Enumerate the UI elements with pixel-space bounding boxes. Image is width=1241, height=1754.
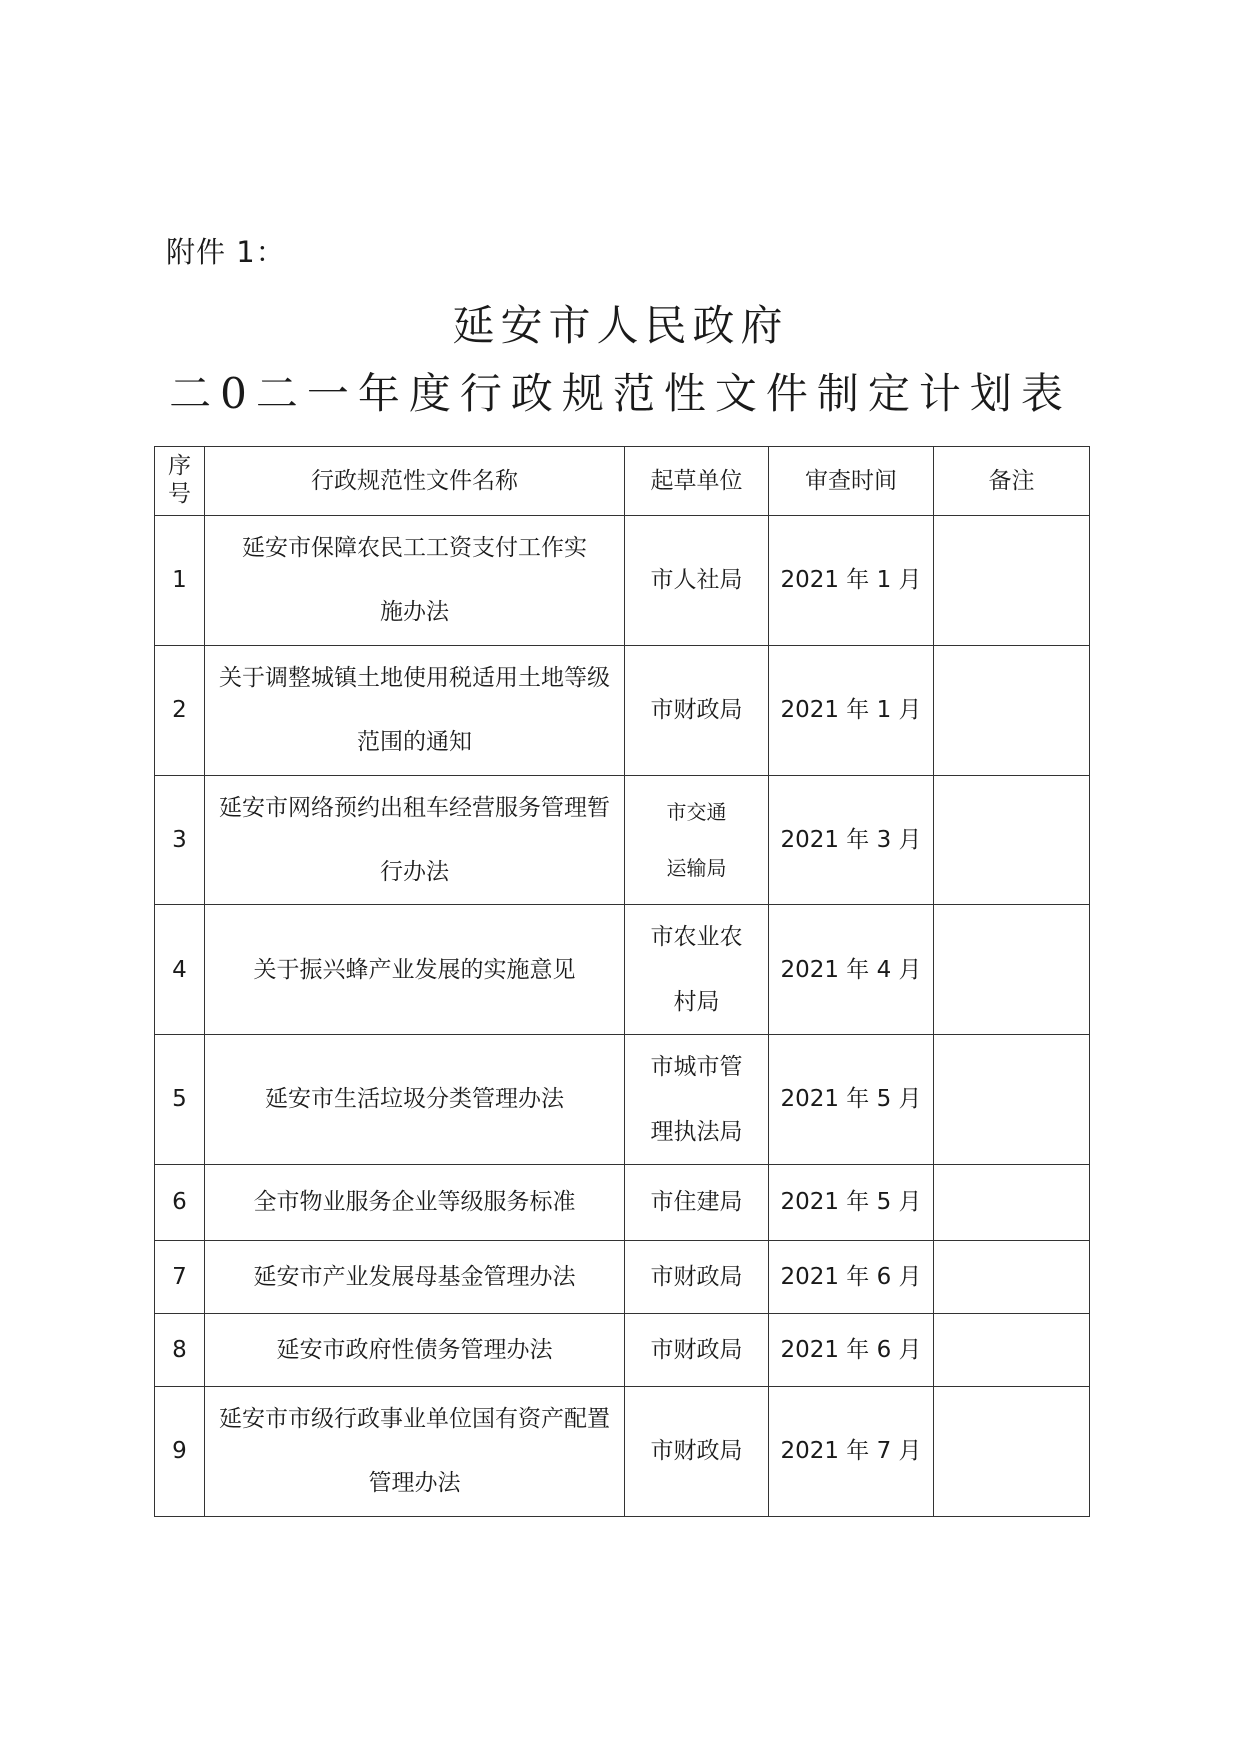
cell-unit: 市财政局 (625, 1386, 769, 1516)
cell-seq: 6 (155, 1164, 205, 1240)
cell-name: 全市物业服务企业等级服务标准 (205, 1164, 625, 1240)
table-row (155, 1164, 1090, 1240)
cell-time: 2021 年 4 月 (769, 905, 934, 1035)
table-row (155, 775, 1090, 905)
cell-remark (934, 1240, 1090, 1313)
cell-time: 2021 年 5 月 (769, 1164, 934, 1240)
cell-unit: 市交通运输局 (625, 775, 769, 905)
header-name: 行政规范性文件名称 (205, 447, 625, 516)
cell-time: 2021 年 1 月 (769, 645, 934, 775)
cell-time: 2021 年 6 月 (769, 1240, 934, 1313)
cell-seq: 4 (155, 905, 205, 1035)
table-row (155, 1240, 1090, 1313)
cell-remark (934, 775, 1090, 905)
cell-unit: 市城市管理执法局 (625, 1035, 769, 1165)
cell-remark (934, 645, 1090, 775)
header-unit: 起草单位 (625, 447, 769, 516)
cell-name: 延安市产业发展母基金管理办法 (205, 1240, 625, 1313)
cell-time: 2021 年 7 月 (769, 1386, 934, 1516)
document-title-line-1: 延安市人民政府 (452, 301, 789, 350)
cell-name: 关于振兴蜂产业发展的实施意见 (205, 905, 625, 1035)
cell-time: 2021 年 3 月 (769, 775, 934, 905)
cell-remark (934, 1035, 1090, 1165)
cell-unit: 市人社局 (625, 516, 769, 646)
cell-seq: 8 (155, 1313, 205, 1386)
cell-name: 延安市政府性债务管理办法 (205, 1313, 625, 1386)
cell-time: 2021 年 6 月 (769, 1313, 934, 1386)
table-row (155, 1035, 1090, 1165)
header-seq: 序号 (155, 447, 205, 516)
cell-remark (934, 905, 1090, 1035)
cell-name: 延安市生活垃圾分类管理办法 (205, 1035, 625, 1165)
cell-time: 2021 年 5 月 (769, 1035, 934, 1165)
cell-remark (934, 1164, 1090, 1240)
cell-seq: 1 (155, 516, 205, 646)
cell-time: 2021 年 1 月 (769, 516, 934, 646)
table-row (155, 905, 1090, 1035)
attachment-label: 附件 1： (166, 235, 286, 269)
plan-table (154, 446, 1090, 1517)
table-row (155, 516, 1090, 646)
cell-name: 关于调整城镇土地使用税适用土地等级范围的通知 (205, 645, 625, 775)
cell-unit: 市农业农村局 (625, 905, 769, 1035)
cell-seq: 3 (155, 775, 205, 905)
cell-unit: 市财政局 (625, 645, 769, 775)
table-header-row (155, 447, 1090, 516)
document-title-line-2: 二0二一年度行政规范性文件制定计划表 (169, 369, 1072, 418)
table-row (155, 645, 1090, 775)
cell-unit: 市财政局 (625, 1313, 769, 1386)
header-remark: 备注 (934, 447, 1090, 516)
cell-seq: 7 (155, 1240, 205, 1313)
cell-remark (934, 516, 1090, 646)
cell-seq: 9 (155, 1386, 205, 1516)
cell-unit: 市财政局 (625, 1240, 769, 1313)
cell-seq: 5 (155, 1035, 205, 1165)
cell-remark (934, 1313, 1090, 1386)
cell-name: 延安市保障农民工工资支付工作实施办法 (205, 516, 625, 646)
cell-unit: 市住建局 (625, 1164, 769, 1240)
cell-name: 延安市网络预约出租车经营服务管理暂行办法 (205, 775, 625, 905)
cell-seq: 2 (155, 645, 205, 775)
table-row (155, 1313, 1090, 1386)
header-time: 审查时间 (769, 447, 934, 516)
cell-name: 延安市市级行政事业单位国有资产配置管理办法 (205, 1386, 625, 1516)
cell-remark (934, 1386, 1090, 1516)
table-row (155, 1386, 1090, 1516)
